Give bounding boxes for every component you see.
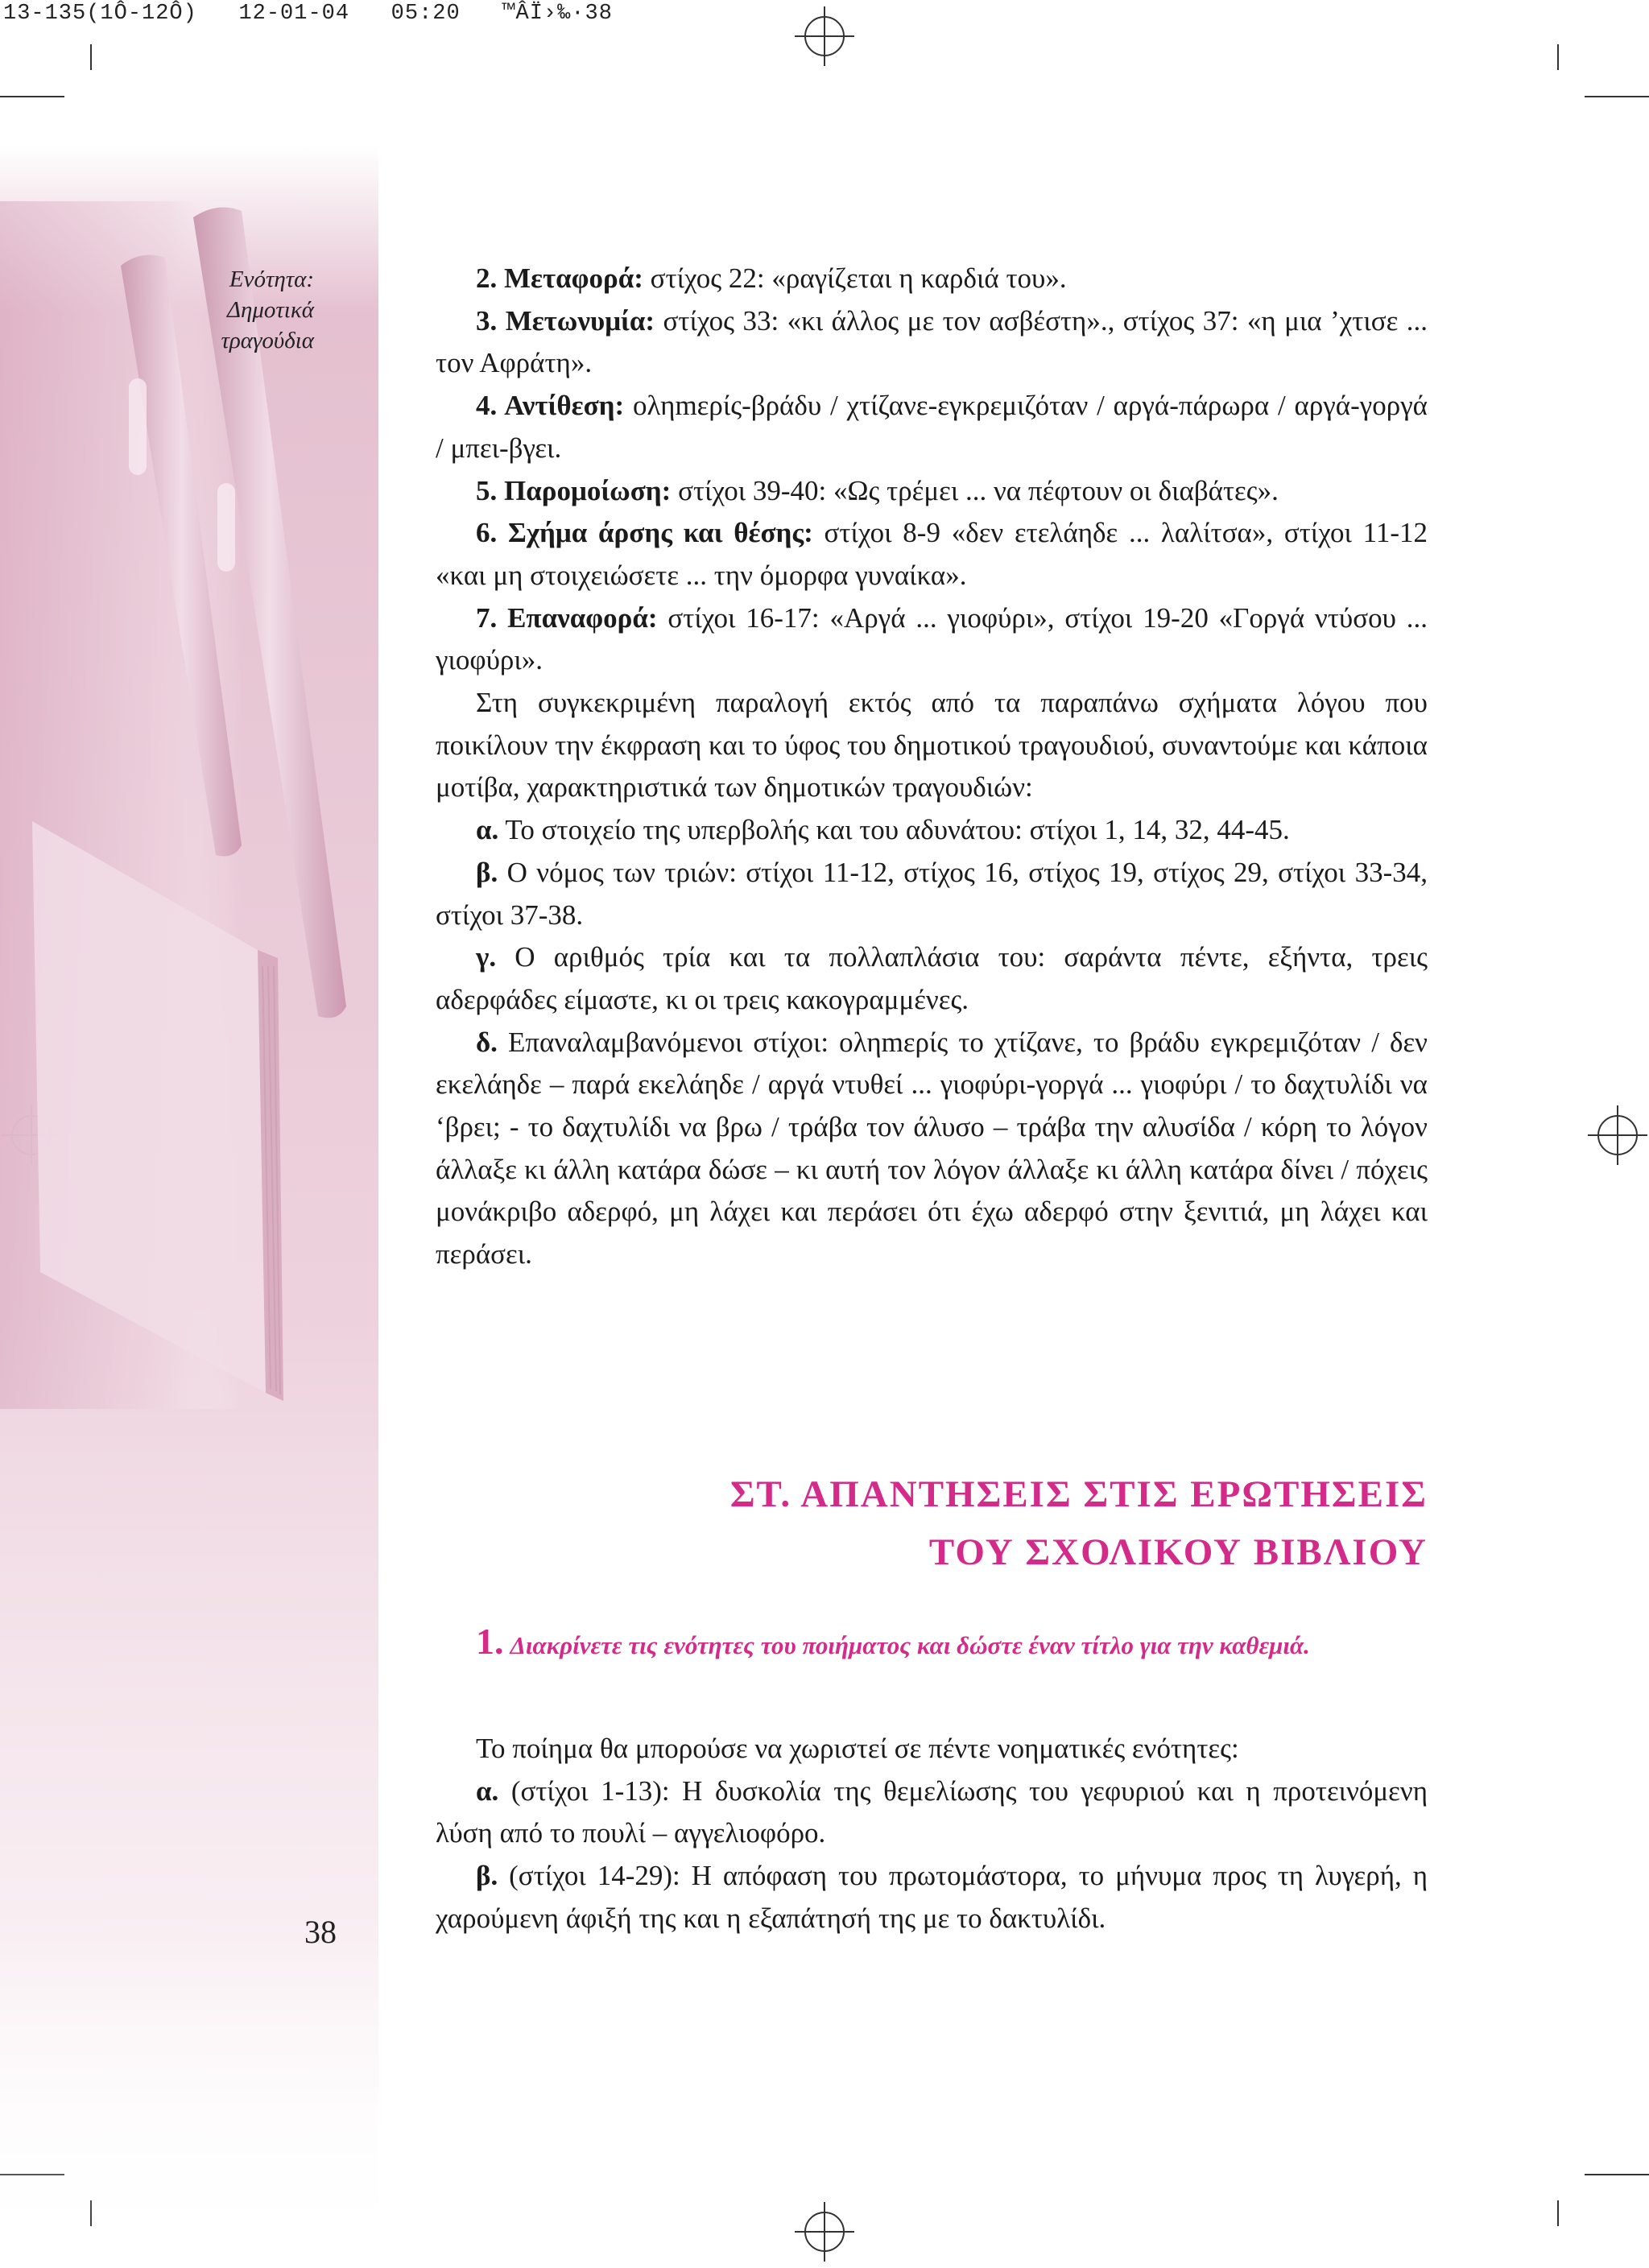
- crop-mark: [1557, 2200, 1559, 2226]
- figure-label: 3. Μετωνυμία:: [476, 304, 655, 337]
- question-text: Διακρίνετε τις ενότητες του ποιήματος και δώστε έναν τίτλο για την καθεμιά.: [510, 1631, 1310, 1659]
- figure-text: στίχοι 8-9 «δεν ετελάηδε ... λαλίτσα», στίχοι 11-12 «και μη στοιχειώσετε ... την όμορφα γυναίκα».: [436, 517, 1428, 591]
- section-label-line: Ενότητα:: [229, 266, 314, 292]
- page-number: 38: [304, 1914, 337, 1950]
- motif-item: [436, 1022, 1428, 1276]
- figure-item: [436, 512, 1428, 597]
- answer-intro: Το ποίημα θα μπορούσε να χωριστεί σε πέντε νοηματικές ενότητες:: [476, 1733, 1239, 1764]
- question-number: 1.: [476, 1621, 504, 1662]
- figure-label: 5. Παρομοίωση:: [476, 474, 672, 506]
- crop-mark: [1585, 96, 1649, 97]
- print-header: 13-135(1Ô-12Ô) 12-01-04 05:20 ™ÂÏ›‰·38: [3, 2, 613, 26]
- motif-text: Ο νόμος των τριών: στίχοι 11-12, στίχος 16, στίχος 19, στίχος 29, στίχοι 33-34, στίχοι 37-38.: [436, 856, 1428, 931]
- motif-text: Ο αριθμός τρία και τα πολλαπλάσια του: σαράντα πέντε, εξήντα, τρεις αδερφάδες είμαστε, κι οι τρεις κακογραμμένες.: [436, 941, 1428, 1015]
- section-heading-line: ΣΤ. ΑΠΑΝΤΗΣΕΙΣ ΣΤΙΣ ΕΡΩΤΗΣΕΙΣ: [729, 1473, 1428, 1515]
- motif-item: [436, 852, 1428, 936]
- motif-label: γ.: [476, 941, 497, 973]
- figure-item: [436, 258, 1428, 300]
- figure-text: στίχοι 39-40: «Ως τρέμει ... να πέφτουν οι διαβάτες».: [671, 474, 1279, 506]
- question: [476, 1621, 1428, 1666]
- section-label-line: τραγούδια: [221, 328, 314, 353]
- figure-label: 7. Επαναφορά:: [476, 601, 658, 634]
- figure-label: 2. Μεταφορά:: [476, 262, 643, 294]
- intro-paragraph: Στη συγκεκριμένη παραλογή εκτός από τα παραπάνω σχήματα λόγου που ποικίλουν την έκφραση και το ύφος του δημοτικού τραγουδιού, συναντούμε και κάποια μοτίβα, χαρακτηριστικά των δημοτικών τραγουδιών:: [436, 687, 1428, 804]
- registration-mark-bottom: [795, 2202, 854, 2262]
- figure-label: 6. Σχήμα άρσης και θέσης:: [476, 517, 813, 549]
- crop-mark: [1557, 44, 1559, 70]
- figure-text: στίχοι 16-17: «Αργά ... γιοφύρι», στίχοι 19-20 «Γοργά ντύσου ... γιοφύρι».: [436, 601, 1428, 676]
- answer-item: [436, 1855, 1428, 1940]
- motif-text: Το στοιχείο της υπερβολής και του αδυνάτου: στίχοι 1, 14, 32, 44-45.: [498, 814, 1290, 846]
- section-label-line: Δημοτικά: [226, 297, 314, 323]
- motif-text: Επαναλαμβανόμενοι στίχοι: οληmερίς το χτίζανε, το βράδυ εγκρεμιζόταν / δεν εκελάηδε – παρά εκελάηδε / αργά ντυθεί ... γιοφύρι-γοργά ... γιοφύρι / το δαχτυλίδι να ‘βρει; - το δαχτυλίδι να βρω / τράβα τον άλυσο – τράβα την αλυσίδα / κόρη το λόγον άλλαξε κι άλλη κατάρα δώσε – κι αυτή τον λόγον άλλαξε κι άλλη κατάρα δίνει / πόχεις μονάκριβο αδερφό, μη λάχει και περάσει ότι έχω αδερφό στην ξενιτιά, μη λάχει και περάσει.: [436, 1026, 1428, 1270]
- figure-label: 4. Αντίθεση:: [476, 390, 625, 422]
- motif-label: δ.: [476, 1026, 498, 1058]
- answer-text: (στίχοι 14-29): Η απόφαση του πρωτομάστορα, το μήνυμα προς τη λυγερή, η χαρούμενη άφιξή της και η εξαπάτησή της με το δακτυλίδι.: [436, 1860, 1428, 1934]
- answers: [436, 1728, 1428, 1940]
- answer-text: (στίχοι 1-13): Η δυσκολία της θεμελίωσης του γεφυριού και η προτεινόμενη λύση από το πουλί – αγγελιοφόρο.: [436, 1774, 1428, 1849]
- motif-label: α.: [476, 814, 499, 846]
- motif-label: β.: [476, 856, 498, 888]
- motif-item: [436, 809, 1428, 852]
- motif-item: [436, 936, 1428, 1021]
- main-text: [436, 258, 1428, 1276]
- figure-item: [436, 385, 1428, 469]
- figure-text: οληmερίς-βράδυ / χτίζανε-εγκρεμιζόταν / αργά-πάρωρα / αργά-γοργά / μπει-βγει.: [436, 390, 1428, 464]
- figure-item: [436, 597, 1428, 682]
- figure-item: [436, 300, 1428, 385]
- registration-mark-right: [1588, 1105, 1647, 1165]
- figure-text: στίχος 33: «κι άλλος με τον ασβέστη»., στίχος 37: «η μια ’χτισε ... τον Αφράτη».: [436, 304, 1428, 379]
- registration-mark-top: [795, 6, 854, 66]
- section-heading: [436, 1465, 1428, 1581]
- figure-item: [436, 470, 1428, 513]
- answer-label: α.: [476, 1774, 499, 1807]
- answer-item: [436, 1770, 1428, 1855]
- crop-mark: [1585, 2174, 1649, 2175]
- figure-text: στίχος 22: «ραγίζεται η καρδιά του».: [643, 262, 1067, 294]
- section-label: [129, 264, 314, 356]
- section-heading-line: ΤΟΥ ΣΧΟΛΙΚΟΥ ΒΙΒΛΙΟΥ: [928, 1531, 1428, 1573]
- answer-label: β.: [476, 1860, 498, 1892]
